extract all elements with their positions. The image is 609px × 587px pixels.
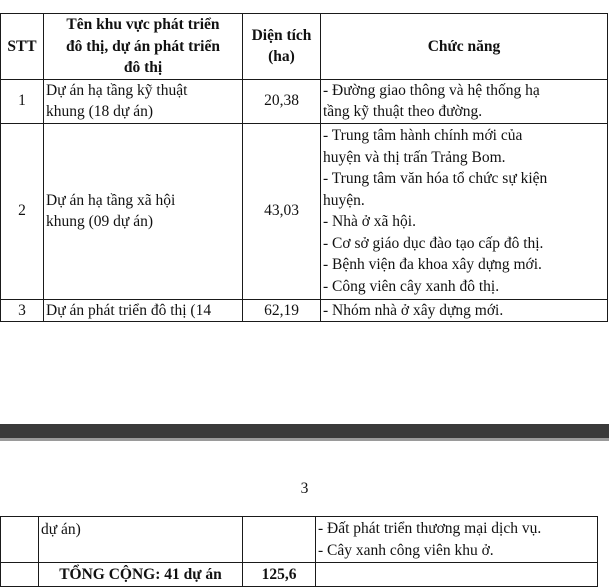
row-name-line: khung (09 dự án) <box>46 213 153 230</box>
header-area-line: Diện tích <box>251 26 312 44</box>
function-item: - Đất phát triển thương mại dịch vụ. <box>318 520 542 537</box>
table-row <box>1 123 608 299</box>
page-break-divider <box>0 424 609 438</box>
row-name <box>39 517 243 563</box>
row-stt: 2 <box>1 123 44 299</box>
row-functions <box>321 123 608 299</box>
row-area: 20,38 <box>243 79 321 123</box>
project-table <box>0 13 608 322</box>
header-area <box>243 14 321 80</box>
row-stt <box>1 517 39 563</box>
header-stt: STT <box>1 14 44 80</box>
table-row <box>1 79 608 123</box>
row-name-line: Dự án hạ tầng xã hội <box>46 191 176 209</box>
total-area: 125,6 <box>243 563 316 587</box>
row-stt: 1 <box>1 79 44 123</box>
row-name <box>44 123 243 299</box>
row-name-line: Dự án hạ tầng kỹ thuật <box>46 81 188 99</box>
table-header-row <box>1 14 608 80</box>
page-number: 3 <box>300 480 309 497</box>
row-area: 62,19 <box>243 299 321 322</box>
function-item: - Cây xanh công viên khu ở. <box>318 541 494 559</box>
row-functions <box>321 299 608 322</box>
function-item: - Bệnh viện đa khoa xây dựng mới. <box>323 256 542 273</box>
function-item: - Nhóm nhà ở xây dựng mới. <box>323 301 504 319</box>
total-stt <box>1 563 39 587</box>
function-item: huyện. <box>323 191 365 209</box>
total-row <box>1 563 598 587</box>
total-functions <box>316 563 598 587</box>
function-item: - Công viên cây xanh đô thị. <box>323 277 500 295</box>
header-name-line: Tên khu vực phát triển <box>66 16 220 33</box>
function-item: - Trung tâm văn hóa tổ chức sự kiện <box>323 170 548 187</box>
function-item: - Trung tâm hành chính mới của <box>323 127 523 144</box>
function-item: huyện và thị trấn Trảng Bom. <box>323 148 506 166</box>
row-name-line: dự án) <box>41 521 81 538</box>
row-name <box>44 299 243 322</box>
row-area <box>243 517 316 563</box>
row-stt: 3 <box>1 299 44 322</box>
function-item: - Đường giao thông và hệ thống hạ <box>323 81 540 99</box>
function-item: tầng kỹ thuật theo đường. <box>323 103 483 120</box>
row-name-line: khung (18 dự án) <box>46 103 153 120</box>
header-area-line: (ha) <box>268 48 295 66</box>
row-name-line: Dự án phát triển đô thị (14 <box>46 301 212 319</box>
row-area: 43,03 <box>243 123 321 299</box>
total-label: TỔNG CỘNG: 41 dự án <box>39 563 243 587</box>
row-functions <box>316 517 598 563</box>
header-name-line: đô thị <box>123 59 163 76</box>
row-name <box>44 79 243 123</box>
header-function: Chức năng <box>321 14 608 80</box>
table-row <box>1 517 598 563</box>
header-name-line: đô thị, dự án phát triển <box>65 37 220 55</box>
row-functions <box>321 79 608 123</box>
page-break-shadow <box>0 438 609 441</box>
project-table-continued <box>0 516 598 587</box>
function-item: - Nhà ở xã hội. <box>323 213 416 230</box>
function-item: - Cơ sở giáo dục đào tạo cấp đô thị. <box>323 234 544 252</box>
header-name <box>44 14 243 80</box>
table-row <box>1 299 608 322</box>
